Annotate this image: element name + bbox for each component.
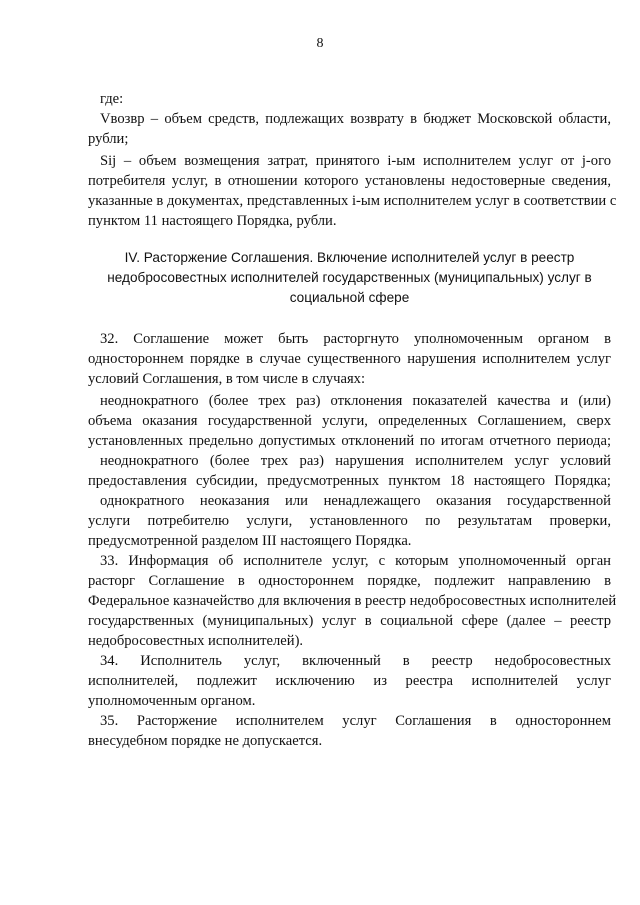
text-line: где: xyxy=(100,91,124,107)
page-number: 8 xyxy=(316,36,324,51)
text-line: Vвозвр – объем средств, подлежащих возврату в бюджет Московской области, xyxy=(100,111,611,127)
text-line: предусмотренной разделом III настоящего Порядка. xyxy=(88,533,412,549)
text-line: объема оказания государственной услуги, определенных Соглашением, сверх xyxy=(88,413,611,429)
text-line: уполномоченным органом. xyxy=(88,693,256,709)
text-line: услуги потребителю услуги, установленного по результатам проверки, xyxy=(88,513,611,529)
text-line: однократного неоказания или ненадлежащего оказания государственной xyxy=(100,493,611,509)
text-line: 32. Соглашение может быть расторгнуто уполномоченным органом в xyxy=(100,331,611,347)
heading-line: IV. Расторжение Соглашения. Включение исполнителей услуг в реестр xyxy=(124,250,575,265)
text-line: внесудебном порядке не допускается. xyxy=(88,733,323,749)
text-line: предоставления субсидии, предусмотренных пунктом 18 настоящего Порядка; xyxy=(88,473,611,489)
text-line: рубли; xyxy=(88,131,129,147)
text-line: 34. Исполнитель услуг, включенный в реестр недобросовестных xyxy=(100,653,611,669)
text-line: 33. Информация об исполнителе услуг, с которым уполномоченный орган xyxy=(100,553,611,569)
text-line: пунктом 11 настоящего Порядка, рубли. xyxy=(88,213,337,229)
text-line: Sij – объем возмещения затрат, принятого i-ым исполнителем услуг от j-ого xyxy=(100,153,611,169)
text-line: неоднократного (более трех раз) нарушения исполнителем услуг условий xyxy=(100,453,611,469)
text-line: установленных предельно допустимых отклонений по итогам отчетного периода; xyxy=(88,433,611,449)
text-line: расторг Соглашение в одностороннем порядке, подлежит направлению в xyxy=(88,573,611,589)
text-line: потребителя услуг, в отношении которого установлены недостоверные сведения, xyxy=(88,173,611,189)
text-line: государственных (муниципальных) услуг в социальной сфере (далее – реестр xyxy=(88,613,611,629)
text-line: исполнителей, подлежит исключению из реестра исполнителей услуг xyxy=(88,673,611,689)
text-line: неоднократного (более трех раз) отклонения показателей качества и (или) xyxy=(100,393,611,409)
heading-line: недобросовестных исполнителей государственных (муниципальных) услуг в xyxy=(107,270,592,285)
text-line: Федеральное казначейство для включения в реестр недобросовестных исполнителей xyxy=(88,593,617,609)
text-line: недобросовестных исполнителей). xyxy=(88,633,304,649)
text-line: условий Соглашения, в том числе в случаях: xyxy=(88,371,366,387)
text-line: одностороннем порядке в случае существенного нарушения исполнителем услуг xyxy=(88,351,611,367)
heading-line: социальной сфере xyxy=(289,290,410,305)
text-line: 35. Расторжение исполнителем услуг Соглашения в одностороннем xyxy=(100,713,611,729)
text-line: указанные в документах, представленных i-ым исполнителем услуг в соответствии с xyxy=(88,193,617,209)
